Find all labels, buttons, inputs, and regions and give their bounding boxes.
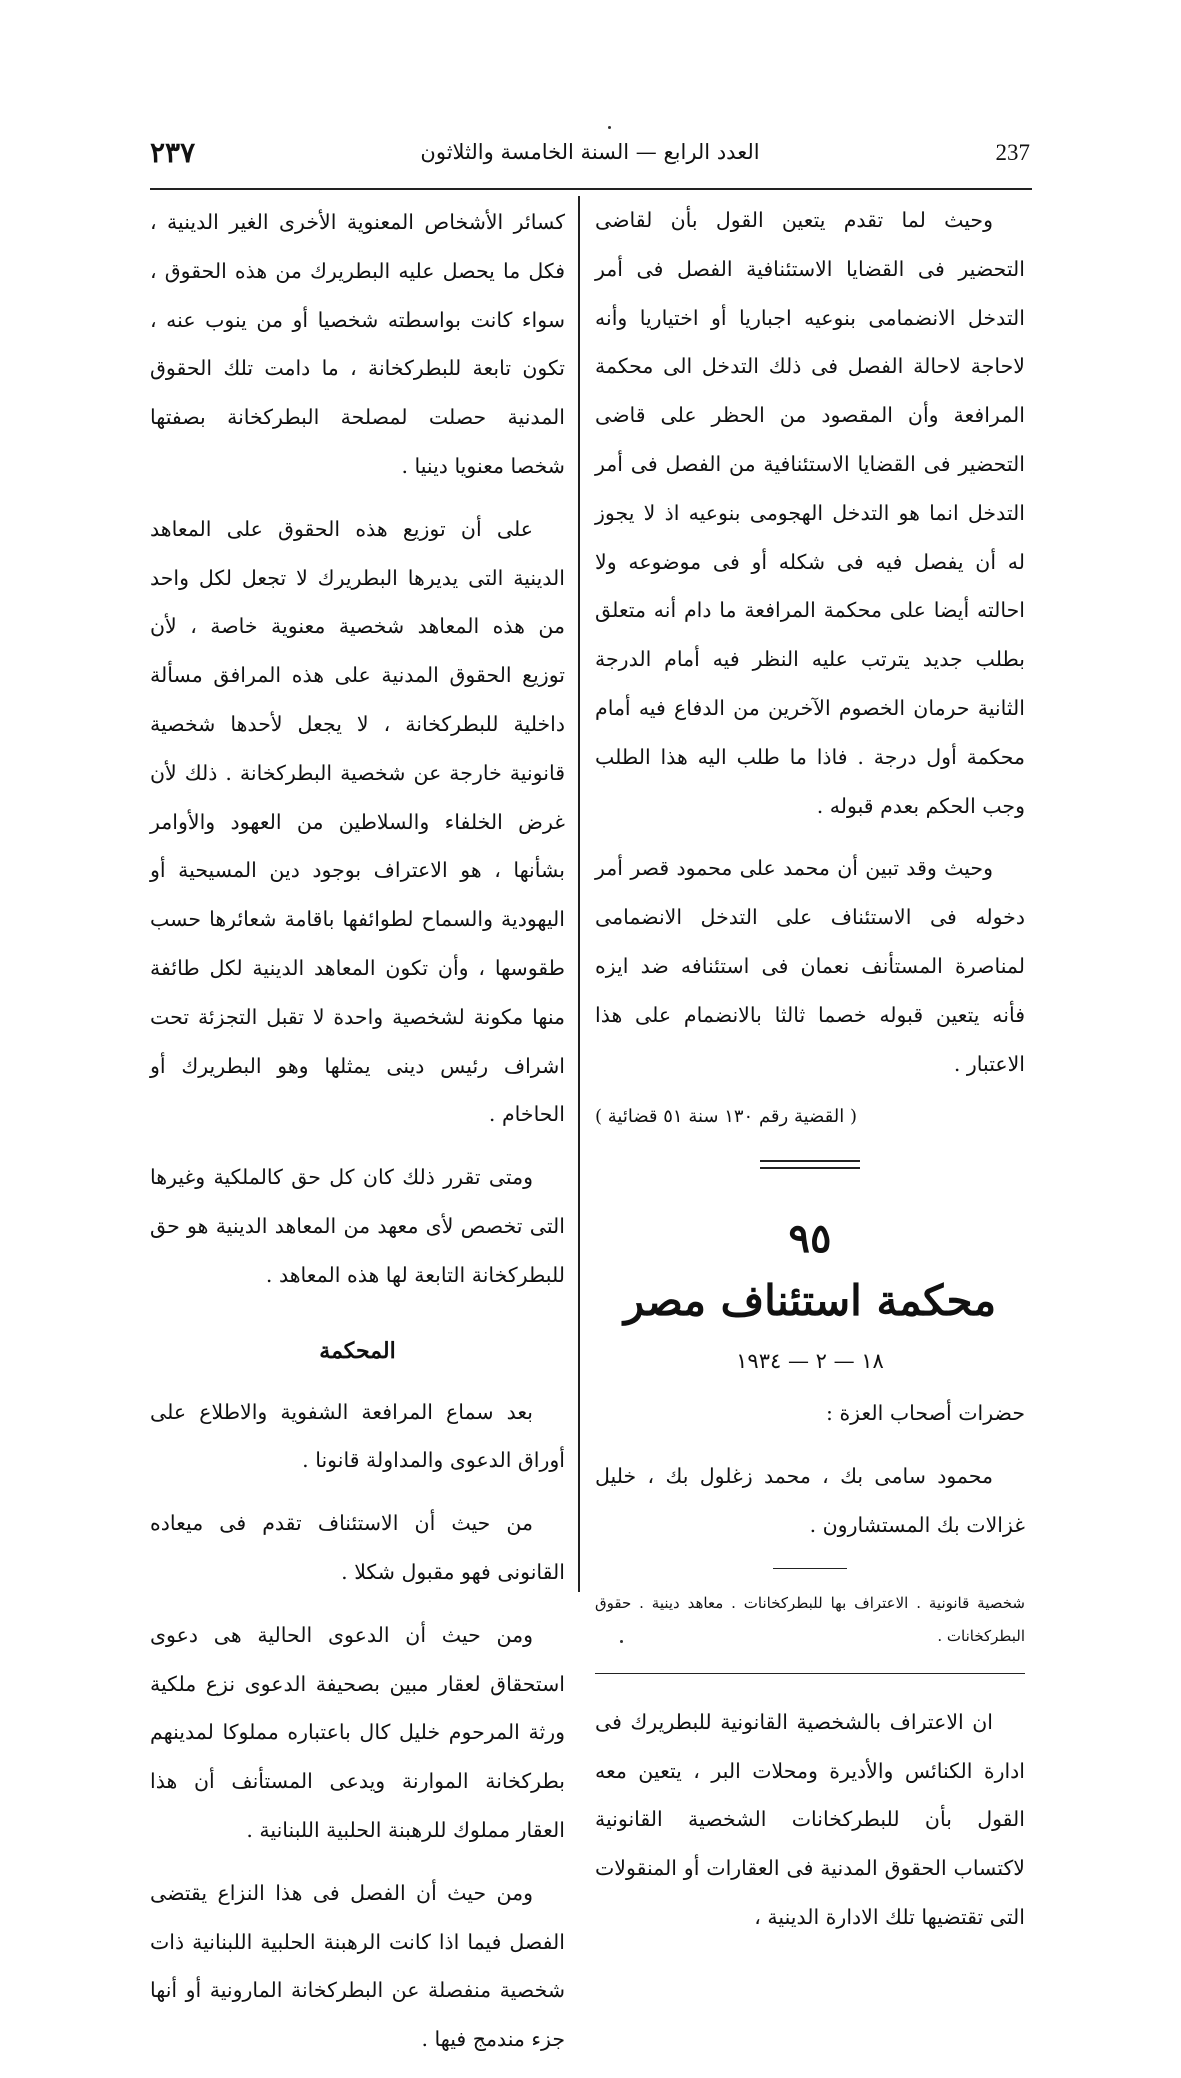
paragraph: ومن حيث أن الفصل فى هذا النزاع يقتضى الفصل فيما اذا كانت الرهبنة الحلبية اللبنانية ذات شخصية منفصلة عن البطركخانة المارونية أو أنها جزء مندمج فيها . [150, 1880, 565, 2052]
paragraph: وحيث وقد تبين أن محمد على محمود قصر أمر دخوله فى الاستئناف على التدخل الانضمامى لمناصرة المستأنف نعمان فى استئنافه ضد ايزه فأنه يتعين قبوله خصما ثالثا بالانضمام على هذا الاعتبار . [595, 856, 1025, 1076]
headnote: ان الاعتراف بالشخصية القانونية للبطريرك فى ادارة الكنائس والأديرة ومحلات البر ، يتعين معه القول بأن للبطركخانات الشخصية القانونية لاكتساب الحقوق المدنية فى العقارات أو المنقولات التى تقتضيها تلك الادارة الدينية ، [595, 1709, 1025, 1929]
long-rule-divider [595, 1673, 1025, 1674]
double-rule-divider [760, 1160, 860, 1169]
page-number-latin: 237 [995, 140, 1030, 165]
page-number-arabic: ٢٣٧ [150, 136, 196, 169]
court-name: محكمة استئناف مصر [623, 1276, 997, 1326]
case-date: ١٨ — ٢ — ١٩٣٤ [736, 1349, 884, 1374]
left-column [150, 198, 565, 2078]
section-title: المحكمة [319, 1337, 396, 1364]
paragraph: وحيث لما تقدم يتعين القول بأن لقاضى التحضير فى القضايا الاستئنافية الفصل فى أمر التدخل الانضمامى بنوعيه اجباريا أو اختياريا وأنه لاحاجة لاحالة الفصل فى ذلك التدخل الى محكمة المرافعة وأن المقصود من الحظر على قاضى التحضير فى القضايا الاستئنافية من الفصل فى أمر التدخل انما هو التدخل الهجومى بنوعيه اذ لا يجوز له أن يفصل فيه فى شكله أو فى موضوعه ولا احالته أيضا على محكمة المرافعة ما دام أنه متعلق بطلب جديد يترتب عليه النظر فيه أمام الدرجة الثانية حرمان الخصوم الآخرين من الدفاع فيه أمام محكمة أول درجة . فاذا ما طلب اليه هذا الطلب وجب الحكم بعدم قبوله . [595, 208, 1025, 818]
summary-keywords: شخصية قانونية . الاعتراف بها للبطركخانات . معاهد دينية . حقوق البطركخانات . [595, 1593, 1025, 1645]
paragraph: من حيث أن الاستئناف تقدم فى ميعاده القانونى فهو مقبول شكلا . [150, 1511, 565, 1584]
running-title: العدد الرابع — السنة الخامسة والثلاثون [420, 140, 760, 164]
short-rule-divider [773, 1568, 847, 1569]
paragraph: بعد سماع المرافعة الشفوية والاطلاع على أوراق الدعوى والمداولة قانونا . [150, 1399, 565, 1473]
right-column [595, 196, 1025, 1956]
column-divider [578, 196, 580, 1592]
paragraph: ومن حيث أن الدعوى الحالية هى دعوى استحقاق لعقار مبين بصحيفة الدعوى نزع ملكية ورثة المرحوم خليل كال باعتباره مملوكا لمدينهم بطركخانة الموارنة ويدعى المستأنف أن هذا العقار مملوك للرهبنة الحلبية اللبنانية . [150, 1622, 565, 1842]
bench-names: محمود سامى بك ، محمد زغلول بك ، خليل غزالات بك المستشارون . [595, 1464, 1025, 1537]
scan-speck [608, 126, 611, 129]
bench-label: حضرات أصحاب العزة : [826, 1401, 1025, 1426]
paragraph: على أن توزيع هذه الحقوق على المعاهد الدينية التى يديرها البطريرك لا تجعل لكل واحد من هذه المعاهد شخصية معنوية خاصة ، لأن توزيع الحقوق المدنية على هذه المرافق مسألة داخلية للبطركخانة ، لا يجعل لأحدها شخصية قانونية خارجة عن شخصية البطركخانة . ذلك لأن غرض الخلفاء والسلاطين من العهود والأوامر بشأنها ، هو الاعتراف بوجود دين المسيحية أو اليهودية والسماح لطوائفها باقامة شعائرها حسب طقوسها ، وأن تكون المعاهد الدينية لكل طائفة منها مكونة لشخصية واحدة لا تقبل التجزئة تحت اشراف رئيس دينى يمثلها وهو البطريرك أو الحاخام . [150, 516, 565, 1127]
header-rule [150, 188, 1032, 190]
page-header [150, 136, 1030, 190]
case-reference: ( القضية رقم ١٣٠ سنة ٥١ قضائية ) [595, 1106, 857, 1128]
case-number: ٩٥ [788, 1215, 832, 1263]
scan-speck [620, 1640, 623, 1643]
paragraph: ومتى تقرر ذلك كان كل حق كالملكية وغيرها التى تخصص لأى معهد من المعاهد الدينية هو حق للبطركخانة التابعة لها هذه المعاهد . [150, 1165, 565, 1287]
paragraph: كسائر الأشخاص المعنوية الأخرى الغير الدينية ، فكل ما يحصل عليه البطريرك من هذه الحقوق ، سواء كانت بواسطته شخصيا أو من ينوب عنه ، تكون تابعة للبطركخانة ، ما دامت تلك الحقوق المدنية حصلت لمصلحة البطركخانة بصفتها شخصا معنويا دينيا . [150, 210, 565, 478]
